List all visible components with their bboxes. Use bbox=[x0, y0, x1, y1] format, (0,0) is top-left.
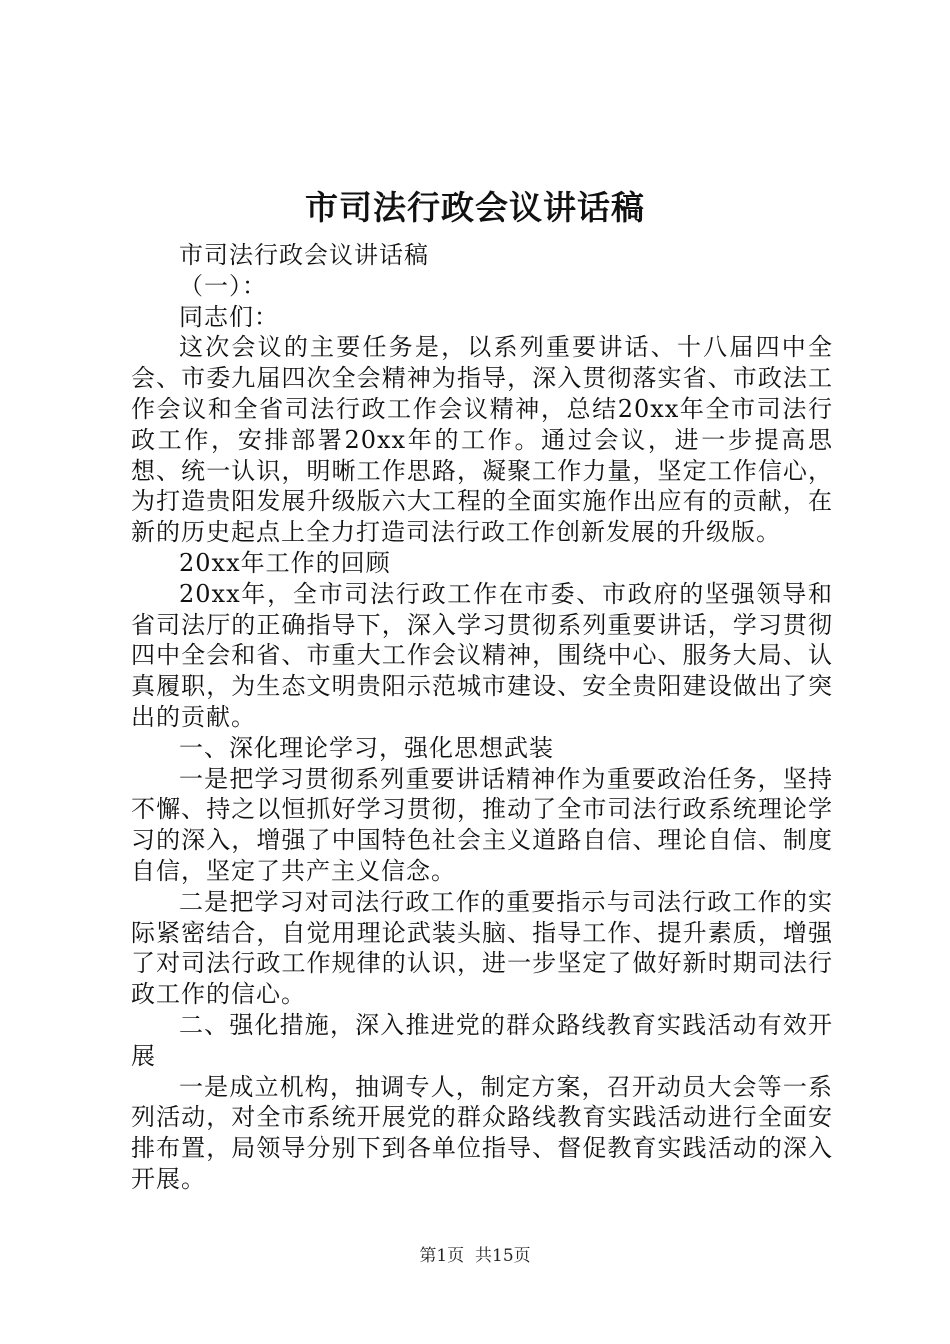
body-paragraph: 20xx年，全市司法行政工作在市委、市政府的坚强领导和省司法厅的正确指导下，深入学习贯彻系列重要讲话，学习贯彻四中全会和省、市重大工作会议精神，围绕中心、服务大局、认真履职，为生态文明贵阳示范城市建设、安全贵阳建设做出了突出的贡献。 bbox=[131, 579, 833, 731]
page-footer bbox=[0, 1244, 950, 1268]
page-total: 共15页 bbox=[475, 1246, 531, 1266]
section-heading: 20xx年工作的回顾 bbox=[179, 548, 391, 577]
body-paragraph: 一是成立机构，抽调专人，制定方案，召开动员大会等一系列活动，对全市系统开展党的群众路线教育实践活动进行全面安排布置，局领导分别下到各单位指导、督促教育实践活动的深入开展。 bbox=[131, 1072, 833, 1193]
body-paragraph: 市司法行政会议讲话稿 bbox=[179, 241, 429, 269]
document-body bbox=[131, 240, 833, 1195]
body-paragraph: 二是把学习对司法行政工作的重要指示与司法行政工作的实际紧密结合，自觉用理论武装头脑、指导工作、提升素质，增强了对司法行政工作规律的认识，进一步坚定了做好新时期司法行政工作的信心。 bbox=[131, 887, 833, 1009]
page-number: 第1页 bbox=[419, 1246, 465, 1266]
section-heading: 二、强化措施，深入推进党的群众路线教育实践活动有效开展 bbox=[131, 1010, 833, 1070]
body-paragraph: （一）： bbox=[179, 271, 267, 300]
section-heading: 一、深化理论学习，强化思想武装 bbox=[179, 733, 554, 762]
document-title: 市司法行政会议讲话稿 bbox=[305, 188, 645, 227]
body-paragraph: 这次会议的主要任务是，以系列重要讲话、十八届四中全会、市委九届四次全会精神为指导，深入贯彻落实省、市政法工作会议和全省司法行政工作会议精神，总结20xx年全市司法行政工作，安排部署20xx年的工作。通过会议，进一步提高思想、统一认识，明晰工作思路，凝聚工作力量，坚定工作信心，为打造贵阳发展升级版六大工程的全面实施作出应有的贡献，在新的历史起点上全力打造司法行政工作创新发展的升级版。 bbox=[131, 333, 833, 547]
body-paragraph: 一是把学习贯彻系列重要讲话精神作为重要政治任务，坚持不懈、持之以恒抓好学习贯彻，推动了全市司法行政系统理论学习的深入，增强了中国特色社会主义道路自信、理论自信、制度自信，坚定了共产主义信念。 bbox=[131, 764, 833, 885]
body-paragraph: 同志们： bbox=[179, 302, 279, 331]
